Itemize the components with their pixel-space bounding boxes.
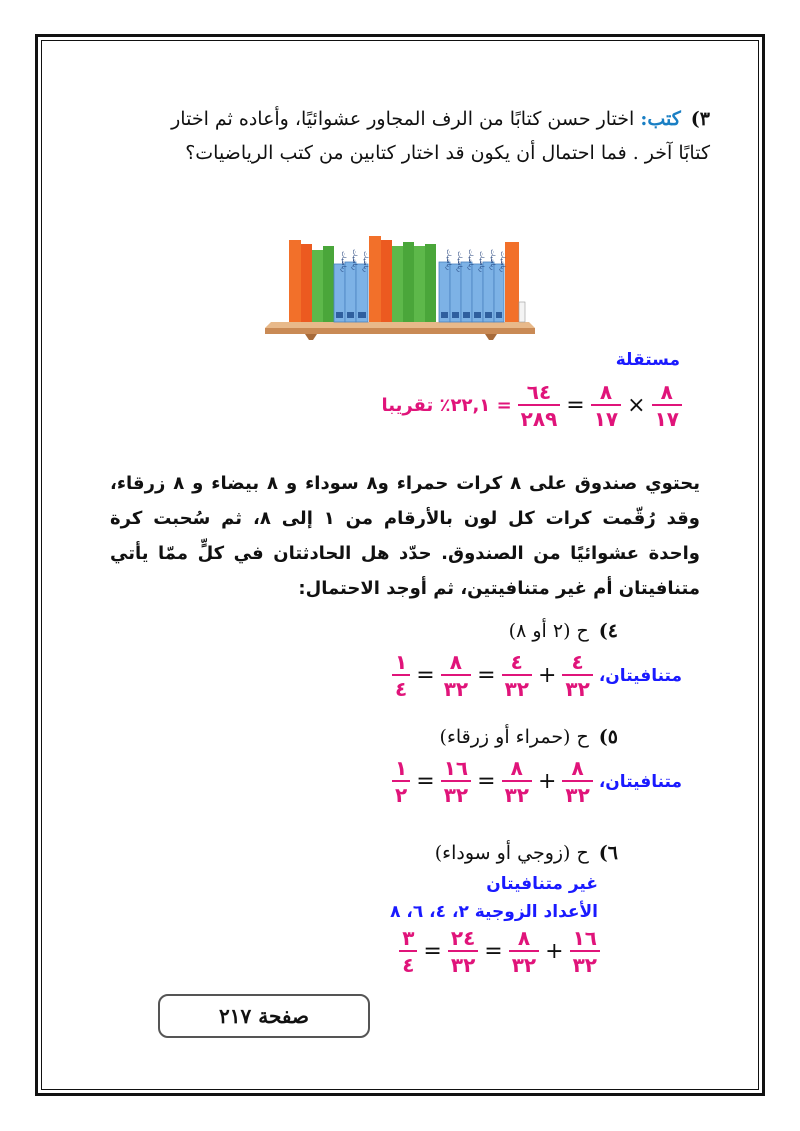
question-5 [440, 726, 618, 748]
question-6 [435, 842, 618, 864]
question-4-answer-label: متنافيتان، [598, 665, 682, 686]
fraction [518, 382, 561, 429]
question-6-equation [399, 928, 600, 975]
numerator: ٨ [660, 380, 673, 404]
operator: = [484, 939, 503, 964]
denominator: ٣٢ [570, 950, 600, 975]
numerator: ٨ [517, 926, 531, 950]
numerator: ٨ [599, 380, 613, 404]
fraction [441, 652, 471, 699]
question-4-number: ٤) [598, 620, 618, 642]
numerator: ٨ [571, 756, 584, 780]
fraction [562, 652, 592, 699]
operator: = [566, 393, 585, 418]
fraction [562, 758, 592, 805]
question-6-answer-label: غير متنافيتان [486, 874, 598, 894]
book-spine-label: رياضيات [499, 251, 506, 272]
operator: = [416, 663, 435, 688]
numerator: ٣ [402, 926, 415, 950]
intro-paragraph: يحتوي صندوق على ٨ كرات حمراء و٨ سوداء و ٨ بيضاء و ٨ زرقاء، وقد رُقّمت كرات كل لون بالأرقام من ١ إلى ٨، ثم سُحبت كرة واحدة عشوائيًا من الصندوق. حدّد هل الحادثتان في كلٍّ ممّا يأتي متنافيتان أم غير متنافيتين، ثم أوجد الاحتمال: [110, 473, 701, 599]
book-spine-label: رياضيات [456, 251, 463, 272]
question-6-even-numbers: الأعداد الزوجية ٢، ٤، ٦، ٨ [390, 902, 598, 922]
question-5-number: ٥) [598, 726, 618, 748]
denominator: ٣٢ [562, 674, 592, 699]
question-5-answer-label: متنافيتان، [598, 771, 682, 792]
fraction [652, 382, 682, 429]
numerator: ١٦ [572, 926, 597, 950]
operator: + [537, 663, 557, 688]
denominator: ٣٢ [562, 780, 592, 805]
page-number: صفحة ٢١٧ [219, 1004, 309, 1028]
question-4-text: ح (٢ أو ٨) [508, 620, 589, 642]
denominator: ٣٢ [448, 950, 478, 975]
fraction [392, 758, 410, 805]
denominator: ١٧ [591, 404, 621, 429]
book-spine-label: رياضيات [340, 251, 347, 272]
operator: = [477, 663, 496, 688]
bookshelf-illustration [265, 232, 535, 340]
denominator: ١٧ [652, 404, 682, 429]
denominator: ٢ [392, 780, 410, 805]
operator: + [545, 939, 564, 964]
numerator: ٤ [510, 650, 523, 674]
numerator: ٦٤ [526, 380, 552, 404]
question-3-text: اختار حسن كتابًا من الرف المجاور عشوائيًا، وأعاده ثم اختار كتابًا آخر . فما احتمال أن يكون قد اختار كتابين من كتب الرياضيات؟ [171, 108, 710, 164]
denominator: ٣٢ [441, 674, 471, 699]
book-spine-label: رياضيات [489, 249, 496, 270]
fraction [399, 928, 417, 975]
question-3-equation [381, 382, 682, 429]
fraction [509, 928, 539, 975]
denominator: ٣٢ [509, 950, 539, 975]
fraction [448, 928, 478, 975]
question-4-equation [392, 652, 682, 699]
fraction [502, 652, 532, 699]
numerator: ٨ [510, 756, 523, 780]
question-6-number: ٦) [598, 842, 618, 864]
question-4 [509, 620, 618, 642]
denominator: ٤ [399, 950, 417, 975]
fraction [502, 758, 532, 805]
numerator: ١ [395, 756, 408, 780]
fraction [591, 382, 621, 429]
operator: = [423, 939, 442, 964]
question-3-keyword: كتب: [640, 108, 681, 130]
book-spine-label: رياضيات [467, 249, 474, 270]
fraction [570, 928, 600, 975]
book-spine-label: رياضيات [445, 249, 452, 270]
numerator: ١٦ [443, 756, 469, 780]
question-3-answer-label: مستقلة [615, 350, 680, 370]
question-3 [150, 102, 710, 170]
fraction [392, 652, 410, 699]
book-spine-label: رياضيات [362, 251, 369, 272]
operator: = [477, 769, 496, 794]
book-spine-label: رياضيات [351, 249, 358, 270]
operator: = [416, 769, 435, 794]
denominator: ٤ [392, 674, 410, 699]
denominator: ٢٨٩ [518, 404, 561, 429]
numerator: ٤ [571, 650, 584, 674]
operator: × [627, 393, 646, 418]
denominator: ٣٢ [441, 780, 471, 805]
numerator: ٨ [449, 650, 463, 674]
numerator: ١ [395, 650, 408, 674]
book-spine-label: رياضيات [478, 251, 485, 272]
question-6-text: ح (زوجي أو سوداء) [434, 842, 589, 864]
page-number-box [158, 994, 370, 1038]
question-5-text: ح (حمراء أو زرقاء) [439, 726, 589, 748]
question-5-equation [392, 758, 682, 805]
operator: + [537, 769, 557, 794]
denominator: ٣٢ [502, 674, 532, 699]
fraction [441, 758, 471, 805]
numerator: ٢٤ [450, 926, 476, 950]
approximation-text: = ٢٢,١٪ تقريبا [381, 395, 512, 416]
denominator: ٣٢ [502, 780, 532, 805]
question-3-number: ٣) [690, 108, 710, 130]
